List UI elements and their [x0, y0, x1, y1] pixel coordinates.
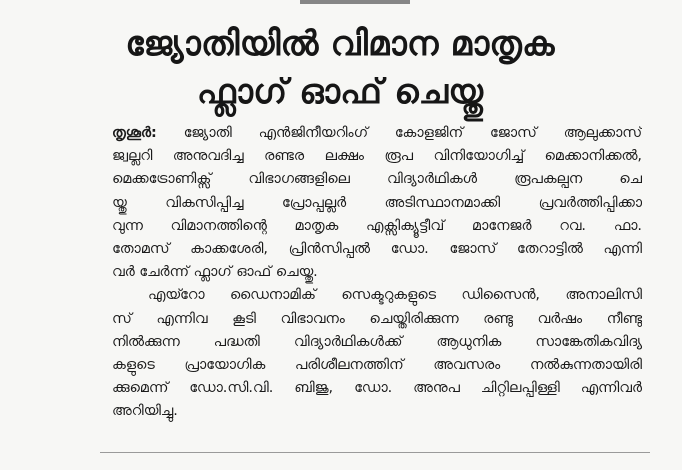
bottom-rule	[100, 452, 650, 453]
dateline: തൃശൂർ:	[112, 125, 157, 141]
article-body	[112, 122, 642, 423]
article-line: സ് എന്നിവ കൂടി വിഭാവനം ചെയ്തിരിക്കുന്ന രണ്ടു വർഷം നീണ്ടു	[112, 310, 642, 327]
article-line: വർ ചേർന്ന് ഫ്ലാഗ് ഓഫ് ചെയ്തു.	[112, 264, 318, 281]
headline-line-1: ജ്യോതിയിൽ വിമാന മാതൃക	[125, 24, 555, 64]
headline-line-2: ഫ്ലാഗ് ഓഫ് ചെയ്തു	[196, 72, 484, 112]
article-line: അറിയിച്ചു.	[112, 403, 178, 420]
article-line: ജ്വല്ലറി അനുവദിച്ച രണ്ടര ലക്ഷം രൂപ വിനിയോഗിച്ച് മെക്കാനിക്കൽ,	[112, 148, 642, 165]
article-line: മെക്കട്രോണിക്സ് വിഭാഗങ്ങളിലെ വിദ്യാർഥികൾ രൂപകല്പന ചെ	[112, 171, 642, 188]
article-text: ജ്യോതി എൻജിനീയറിംഗ് കോളജിന് ജോസ് ആലുക്കാസ്	[156, 125, 642, 141]
article-line	[112, 122, 642, 145]
article-line: വുന്ന വിമാനത്തിന്റെ മാതൃക എക്സിക്യൂട്ടീവ് മാനേജർ റവ. ഫാ.	[112, 217, 642, 234]
article-line: യ്തു വികസിപ്പിച്ച പ്രോപ്പല്ലർ അടിസ്ഥാനമാക്കി പ്രവർത്തിപ്പിക്കാ	[112, 194, 642, 211]
column-divider-rule	[300, 0, 410, 4]
article-line: എയ്റോ ഡൈനാമിക് സെക്ടറുകളുടെ ഡിസൈൻ, അനാലിസി	[148, 287, 642, 304]
article-line: കളുടെ പ്രായോഗിക പരിശീലനത്തിന് അവസരം നൽകുന്നതായിരി	[112, 356, 642, 373]
article-line: നിൽക്കുന്ന പദ്ധതി വിദ്യാർഥികൾക്ക് ആധുനിക സാങ്കേതികവിദ്യ	[112, 333, 642, 350]
article-line: ക്കുമെന്ന് ഡോ.സി.വി. ബിജു, ഡോ. അനുപ ചിറ്റിലപ്പിള്ളി എന്നിവർ	[112, 380, 642, 397]
article-line: തോമസ് കാക്കശേരി, പ്രിൻസിപ്പൽ ഡോ. ജോസ് തേറാട്ടിൽ എന്നി	[112, 240, 642, 257]
